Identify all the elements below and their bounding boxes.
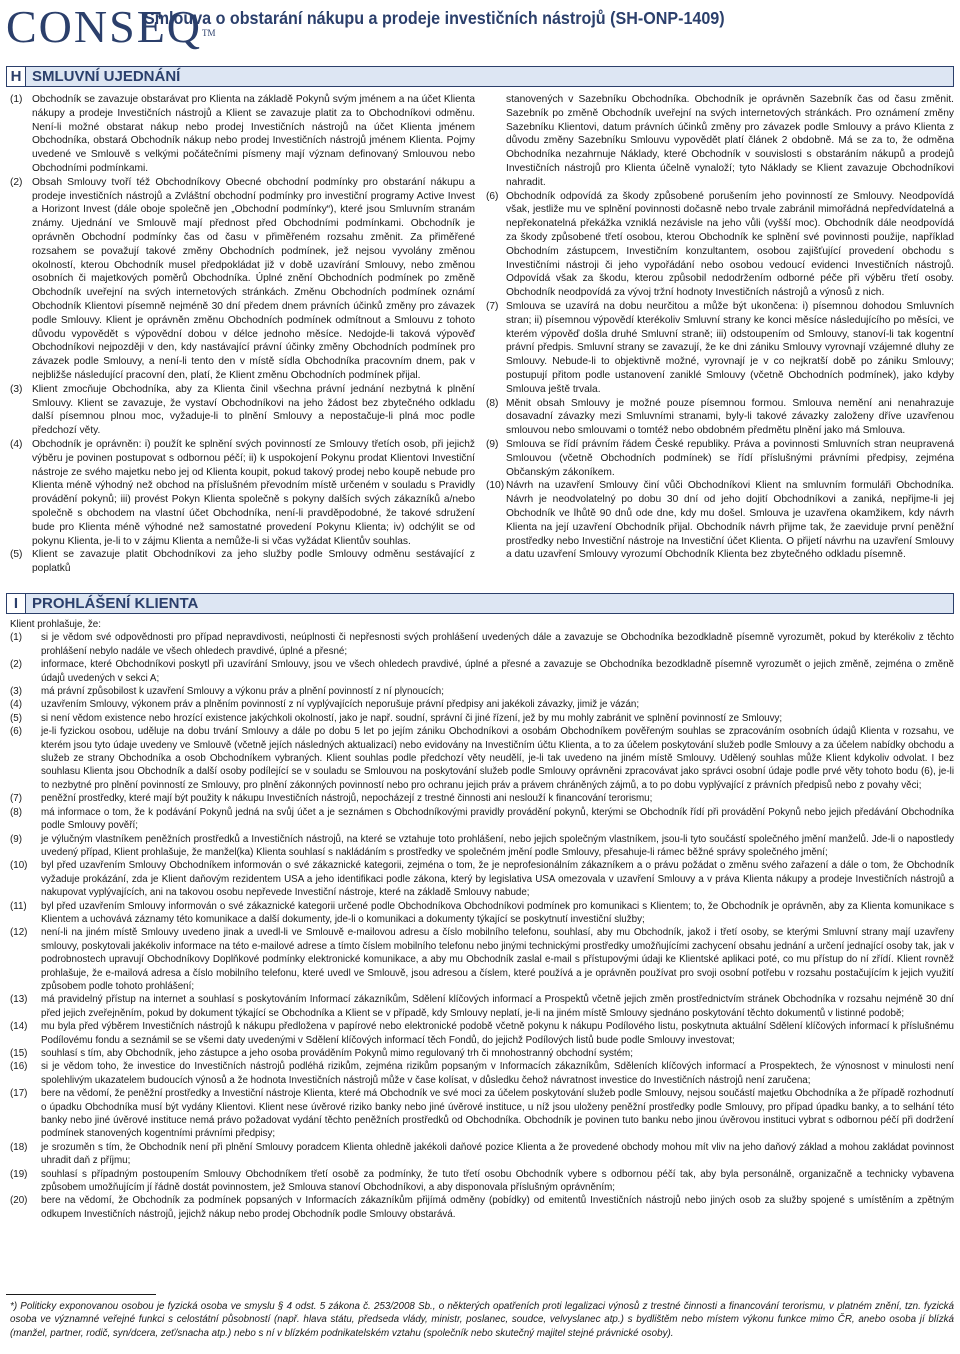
list-item bbox=[486, 438, 954, 479]
section-i-header bbox=[6, 593, 954, 614]
item-text: byl před uzavřením Smlouvy Obchodníkem informován o své zákaznické kategorii, zejména o tom, že je neprofesionálním zákazníkem a o právu požádat o změnu svého zařazení a dále o tom, že Obchodník vyžaduje prokázání, zda je Klient daňovým rezidentem USA a jeho identifikaci podle zákona, který by legislativa USA omezovala v uzavření Smlouvy a v práva Klienta nákupy a prodeje Investičních nástrojů a nakupovat vyplývajících, ani na takovou osobu nepřevede Investiční nástroje, které na základě Smlouvy nabude; bbox=[41, 860, 954, 899]
item-number: (16) bbox=[10, 1061, 28, 1073]
item-text: si není vědom existence nebo hrozící existence jakýchkoli okolností, jako je např. soudní, správní či jiné řízení, jež by mu mohly zabránit ve splnění povinností ze Smlouvy; bbox=[41, 712, 783, 724]
list-item bbox=[10, 1020, 954, 1047]
item-text: Obchodník je oprávněn: i) použít ke splnění svých povinností ze Smlouvy třetích osob, při jejichž výběru je povinen postupovat s odbornou péčí; ii) k uspokojení Pokynu prodat Klientovi Investiční nástroje ze svého majetku nebo jej od Klienta koupit, pokud takový prodej nebo koupě nebude pro Klienta méně výhodný než obchod na příslušném převodním místě určeném v souladu s Pravidly provádění pokynů; iii) provést Pokyn Klienta společně s pokyny dalších svých zákazníků a/nebo společně s obchodem na vlastní účet Obchodníka, není-li pravděpodobné, že takové sdružení bude pro Klienta méně výhodné než samostatné provedení Pokynu Klienta; iv) odchýlit se od pokynu Klienta, je-li to v zájmu Klienta a nemůže-li si včas vyžádat Klientův souhlas. bbox=[32, 438, 475, 547]
logo-text: CONSEQ bbox=[6, 1, 203, 52]
item-number: (5) bbox=[10, 549, 23, 561]
item-text: je srozuměn s tím, že Obchodník není při plnění Smlouvy poradcem Klienta ohledně jakékoli daňové pozice Klienta a že provedené obchody mohou mít vliv na jeho daňový základ a mohou zakládat povinnost uhradit daň z příjmu; bbox=[41, 1141, 954, 1167]
item-text: Klient zmocňuje Obchodníka, aby za Klienta činil všechna právní jednání nezbytná k plnění Smlouvy. Klient se zavazuje, že vystaví Obchodníkovi na jeho žádost bez zbytečného odkladu další písemnou plnou moc, vyžaduje-li to plnění Smlouvy a nepostačuje-li plná moc podle předchozí věty. bbox=[32, 383, 475, 437]
section-h-left-column bbox=[10, 93, 475, 576]
item-number: (14) bbox=[10, 1021, 28, 1033]
item-text: Měnit obsah Smlouvy je možné pouze písemnou formou. Smlouva nemění ani nenahrazuje dosavadní závazky mezi Smluvními stranami, byly-li takové závazky založeny dříve uzavřenou smlouvou nebo smlouvami o tomtéž nebo obdobném předmětu plnění jako má Smlouva. bbox=[506, 397, 954, 437]
list-item bbox=[10, 176, 475, 383]
item-number: (9) bbox=[486, 438, 499, 450]
item-text: není-li na jiném místě Smlouvy uvedeno jinak a uvedl-li ve Smlouvě e-mailovou adresu a číslo mobilního telefonu, souhlasí, aby mu Obchodník, jakož i třetí osoby, se kterými Smluvní strany mají uzavřeny smlouvy, poskytovali jakékoliv informace na této e-mailové adrese a tímto číslem mobilního telefonu nebo jinými technickými prostředky umožňujícími zachycení obsahu jednání a určení jednající osoby tak, jak v podrobnostech upravují Obchodníkovy Doplňkové podmínky elektronické komunikace, a aby mu Obchodník zaslal e-mail s přístupovými údaji ke Klientské aplikaci poté, co mu přístup do ní zřídí. Klient rovněž prohlašuje, že e-mailová adresa a číslo mobilního telefonu, které uvedl ve Smlouvě, jsou adresou a číslem, které používá a je oprávněn používat pro svoji osobní potřebu v rozsahu postačujícím k jejich využití způsobem podle tohoto prohlášení; bbox=[41, 927, 954, 992]
item-text: Návrh na uzavření Smlouvy činí vůči Obchodníkovi Klient na smluvním formuláři Obchodníka. Návrh je neodvolatelný po dobu 30 dní od jeho dojití Obchodníkovi a zaniká, nepřijme-li jej Obchodník ve lhůtě 90 dnů ode dne, kdy mu došel. Smlouva je uzavřena okamžikem, kdy návrh Klienta na její uzavření Obchodník přijal. Obchodník návrh přijme tak, že zaeviduje první peněžní prostředky nebo Investiční nástroje na Investiční účet Klienta. O přijetí návrhu na uzavření Smlouvy a datu uzavření Smlouvy vyrozumí Obchodník Klienta bez zbytečného odkladu písemně. bbox=[506, 480, 954, 561]
list-item bbox=[10, 383, 475, 438]
item-text: mu byla před výběrem Investičních nástrojů k nákupu předložena v papírové nebo elektronické podobě včetně pokynu k nákupu Podílového listu, poskytnuta aktuální Sdělení klíčových informací k příslušnému Podílovému fondu a seznámil se se všemi daty uvedenými v Sdělení klíčových informací těch Fondů, do jejichž Podílových listů bude podle Smlouvy investovat; bbox=[41, 1021, 954, 1046]
item-text: informace, které Obchodníkovi poskytl při uzavírání Smlouvy, jsou ve všech ohledech pravdivé, úplné a přesné a zavazuje se Obchodníka bezodkladně písemně vyrozumět o jejich změně, zejména o změně údajů uvedených v sekci A; bbox=[41, 659, 954, 684]
list-item bbox=[486, 397, 954, 438]
section-h-right-column bbox=[486, 93, 954, 562]
list-item bbox=[10, 1060, 954, 1087]
list-item bbox=[10, 725, 954, 792]
item-number: (2) bbox=[10, 659, 22, 671]
item-text: peněžní prostředky, které mají být použity k nákupu Investičních nástrojů, nepocházejí z trestné činnosti ani neslouží k financování terorismu; bbox=[41, 793, 653, 805]
list-item bbox=[10, 438, 475, 548]
list-item bbox=[486, 93, 954, 190]
item-text: Klient se zavazuje platit Obchodníkovi za jeho služby podle Smlouvy odměnu sestávající z poplatků bbox=[32, 549, 475, 575]
item-text: souhlasí s případným postoupením Smlouvy Obchodníkem třetí osobě za podmínky, že tuto třetí osobu Obchodník vybere s odbornou péčí tak, aby byla personálně, organizačně a technicky vybavena způsobem umožňujícím jí řádně dostát povinnostem, jež Smlouva stanoví Obchodníkovi, a aby disponovala příslušným oprávněním; bbox=[41, 1168, 954, 1194]
item-text: má právní způsobilost k uzavření Smlouvy a výkonu práv a plnění povinností z ní plynoucích; bbox=[41, 686, 444, 698]
item-number: (7) bbox=[486, 300, 499, 312]
item-text: Obsah Smlouvy tvoří též Obchodníkovy Obecné obchodní podmínky pro obstarání nákupu a prodeje investičních nástrojů a Zvláštní obchodní podmínky pro investiční programy Active Invest a Horizont Invest (dále oboje společně jen „Obchodní podmínky“), které jsou Smluvním stranám známy. Ujednání ve Smlouvě mají přednost před Obchodními podmínkami. Obchodník je oprávněn Obchodní podmínky čas od času v přiměřeném rozsahu změnit. Za přiměřené rozsahem se považují takové změny Obchodních podmínek, jež nejsou vyvolány změnou okolností, kterou Obchodník musel předpokládat již v době uzavírání Smlouvy, nebo změnou osobních či majetkových poměrů Obchodníka. Úplné znění Obchodních podmínek po změně Obchodník uveřejní na svých internetových stránkách. Změnu Obchodních podmínek oznámí Obchodník Klientovi písemně nejméně 30 dní předem dnem právních účinků změny pro závazek podle Smlouvy. Klient je oprávněn změnu Obchodních podmínek odmítnout a Smlouvu z tohoto důvodu vypovědět s výpovědní dobou v délce jednoho měsíce. Nedojde-li taková výpověď Obchodníkovi nejpozději v den, kdy nastávající právní účinky změny Obchodních podmínek pro závazek podle Smlouvy, a není-li tento den v místě sídla Obchodníka pracovním dnem, pak v nejbližše následující pracovní den, platí, že Klient změnu Obchodních podmínek přijal. bbox=[32, 176, 475, 381]
item-text: souhlasí s tím, aby Obchodník, jeho zástupce a jeho osoba prováděním Pokynů mimo regulovaný trh či mnohostranný obchodní systém; bbox=[41, 1048, 633, 1059]
list-item bbox=[486, 479, 954, 562]
section-i-list bbox=[10, 618, 954, 1221]
item-text: má informace o tom, že k podávání Pokynů jedná na svůj účet a je seznámen s Obchodníkovými pravidly provádění pokynů, kterými se Obchodník řídí při provádění Pokynů nebo jejich předávání Obchodníka podle Smlouvy pověří; bbox=[41, 806, 954, 832]
item-number: (3) bbox=[10, 686, 22, 698]
item-text: uzavřením Smlouvy, výkonem práv a plněním povinností z ní vyplývajících neporušuje právní předpisy ani jakékoli závazky, jimiž je vázán; bbox=[41, 699, 640, 711]
list-item bbox=[10, 1087, 954, 1141]
item-number: (6) bbox=[486, 190, 499, 202]
list-item bbox=[10, 993, 954, 1020]
item-text: bere na vědomí, že Obchodník za podmínek popsaných v Informacích zákazníkům přijímá odměny (pobídky) od emitentů Investičních nástrojů nebo jiných osob za služby spojené s umístěním a zpětným odkupem Investičních nástrojů, jejichž nákup nebo prodej Obchodník podle Smlouvy obstarává. bbox=[41, 1195, 954, 1220]
item-number: (12) bbox=[10, 927, 28, 939]
section-i-title: PROHLÁŠENÍ KLIENTA bbox=[26, 593, 954, 614]
list-item bbox=[10, 685, 954, 698]
item-text: si je vědom své odpovědnosti pro případ nepravdivosti, neúplnosti či nepřesnosti svých prohlášení uvedených dále a zavazuje se Obchodníka bezodkladně písemně vyrozumět, pokud by kterékoliv z těchto prohlášení nebylo nadále ve všech ohledech pravdivé, úplné a přesné; bbox=[41, 632, 954, 657]
item-text: má pravidelný přístup na internet a souhlasí s poskytováním Informací zákazníkům, Sdělení klíčových informací a Prospektů včetně jejich změn prostřednictvím stránek Obchodníka v rozsahu nejméně 30 dní před jejich zveřejněním, pokud by dokument týkající se Obchodníka a Klient se v případě, kdy Smlouvy neplatí, je-li na jiném místě Smlouvy sjednáno poskytování těchto dokumentů v listinné podobě; bbox=[41, 994, 954, 1019]
section-i-lead: Klient prohlašuje, že: bbox=[10, 619, 101, 630]
list-item bbox=[10, 1168, 954, 1195]
item-number: (15) bbox=[10, 1048, 28, 1059]
item-number: (13) bbox=[10, 994, 28, 1006]
section-h-letter: H bbox=[6, 66, 26, 87]
list-item bbox=[10, 698, 954, 711]
item-text: Smlouva se uzavírá na dobu neurčitou a může být ukončena: i) písemnou dohodou Smluvních stran; ii) písemnou výpovědí kterékoliv Smluvní strany ke konci měsíce následujícího po měsíci, ve kterém výpověď došla druhé Smluvní straně; iii) odstoupením od Smlouvy, stanoví-li tak kogentní právní předpis. Smluvní strany se zavazují, že ke dni zániku Smlouvy vyrovnají vzájemné dluhy ze Smlouvy. Nebude-li to objektivně možné, vyrovnají je v co nejkratší době po zániku Smlouvy; postupují přitom podle ustanovení zaniklé Smlouvy (včetně Obchodních podmínek), jako kdyby Smlouva ještě trvala. bbox=[506, 300, 954, 395]
list-item bbox=[10, 833, 954, 860]
item-number: (1) bbox=[10, 94, 23, 105]
list-item bbox=[486, 300, 954, 397]
item-number: (20) bbox=[10, 1195, 28, 1207]
list-item bbox=[10, 859, 954, 899]
item-number: (2) bbox=[10, 176, 23, 188]
item-number: (8) bbox=[486, 397, 499, 409]
item-text: byl před uzavřením Smlouvy informován o své zákaznické kategorii určené podle Obchodníkova Obchodníkovi podmínek pro komunikaci s Klientem; to, že Obchodník je oprávněn, aby za Klienta komunikace s Klientem a uchovává záznamy této komunikace a další dokumenty, jde-li o komunikaci a dokumenty týkající se poskytnutí investiční služby; bbox=[41, 900, 954, 925]
list-item bbox=[10, 900, 954, 927]
list-item bbox=[10, 926, 954, 993]
list-item bbox=[10, 792, 954, 805]
item-number: (4) bbox=[10, 699, 22, 711]
item-number: (10) bbox=[10, 860, 28, 872]
list-item bbox=[10, 548, 475, 576]
item-number: (11) bbox=[10, 900, 27, 912]
footnote-divider bbox=[6, 1294, 156, 1295]
item-text: si je vědom toho, že investice do Investičních nástrojů podléhá rizikům, zejména rizikům popsaným v Informacích zákazníkům, Sděleních klíčových informací a Prospektech, že výnosnost v minulosti není spolehlivým ukazatelem budoucích výnosů a že hodnota Investičních nástrojů může v čase kolísat, v důsledku čehož návratnost investice do Investičních nástrojů není zaručena; bbox=[41, 1061, 954, 1086]
item-text: je-li fyzickou osobou, uděluje na dobu trvání Smlouvy a dále po dobu 5 let po jejím zániku Obchodníkovi a osobám Obchodníkem pověřeným souhlas se zpracováním osobních údajů Klienta v rozsahu, ve kterém jsou tyto údaje uvedeny ve Smlouvě (včetně jejích následných aktualizací) nebo evidovány na Investičním účtu Klienta, a to za účelem poskytování služeb podle Smlouvy a za účelem nabídky obchodu a služeb ze strany Obchodníka a osob Obchodníkem vybraných. Klient souhlas podle předchozí věty neudělí, je-li tak uvedeno na jiném místě Smlouvy. Udělený souhlas může Klient kdykoliv odvolat. I bez souhlasu Klienta jsou Obchodník a další osoby podílející se v souladu se Smlouvou na poskytování služeb podle Smlouvy oprávněni zpracovávat jako správci osobní údaje podle prvé věty tohoto bodu (6), je-li to nezbytné pro plnění povinností ze Smlouvy, pro plnění zákonných povinností nebo pro ochranu jejich práv a právem chráněných zájmů, a to po dobu vyplývající z právních předpisů nebo z povahy věci; bbox=[41, 726, 954, 791]
list-item bbox=[10, 1194, 954, 1221]
list-item bbox=[10, 658, 954, 685]
list-item bbox=[10, 712, 954, 725]
list-item bbox=[10, 806, 954, 833]
item-text: stanovených v Sazebníku Obchodníka. Obchodník je oprávněn Sazebník čas od času změnit. Sazebník po změně Obchodník uveřejní na svých internetových stránkách. Pro oznámení změny Sazebníku Klientovi, datum právních účinků změny pro závazek podle Smlouvy a právo Klienta z důvodu změny Sazebníku Smlouvu vypovědět platí článek 2 obdobně. Má se za to, že odměna Obchodníka nezahrnuje Náklady, které Obchodník v souvislosti s obstaráním nákupů a prodejů Investičních nástrojů pro Klienta účelně vynaloží; tyto Náklady se Klient zavazuje Obchodníkovi nahradit. bbox=[506, 94, 954, 188]
item-number bbox=[486, 93, 506, 190]
item-number: (9) bbox=[10, 833, 22, 845]
section-i-letter: I bbox=[6, 593, 26, 614]
list-item bbox=[486, 190, 954, 300]
footnote: *) Politicky exponovanou osobou je fyzická osoba ve smyslu § 4 odst. 5 zákona č. 253/2008 Sb., o některých opatřeních proti legalizaci výnosů z trestné činnosti a financování terorismu, v platném znění, tzn. fyzická osoba ve významné veřejné funkci s celostátní působností (např. hlava státu, předseda vlády, ministr, poslanec, soudce, velvyslanec atp.) s bydlištěm nebo místem výkonu funkce mimo ČR, anebo osoba jí blízká (manžel, partner, rodič, syn/dcera, zeť/snacha atp.) nebo s ní v blízkém podnikatelském vztahu (společník nebo skutečný majitel stejné právnické osoby). bbox=[10, 1301, 954, 1339]
list-item bbox=[10, 1047, 954, 1060]
item-number: (19) bbox=[10, 1168, 28, 1180]
item-number: (7) bbox=[10, 793, 22, 805]
item-number: (18) bbox=[10, 1141, 28, 1153]
logo-trademark: TM bbox=[202, 28, 216, 38]
list-item bbox=[10, 93, 475, 176]
item-number: (8) bbox=[10, 806, 22, 818]
item-number: (1) bbox=[10, 632, 22, 644]
document-title: Smlouva o obstarání nákupu a prodeje investičních nástrojů (SH-ONP-1409) bbox=[144, 8, 725, 28]
item-number: (17) bbox=[10, 1088, 28, 1100]
item-number: (5) bbox=[10, 712, 22, 724]
item-text: je výlučným vlastníkem peněžních prostředků a Investičních nástrojů, na které se vztahuje toto prohlášení, nebo jejich společným vlastníkem, jsou-li tyto součástí společného jmění manželů. Jde-li o napostledy uvedený případ, Klient prohlašuje, že manžel(ka) Klienta souhlasí s nakládáním s prostředky ve společném jmění podle Smlouvy, přesahuje-li rámec běžné správy společného jmění; bbox=[41, 833, 954, 858]
item-text: bere na vědomí, že peněžní prostředky a Investiční nástroje Klienta, které má Obchodník ve své moci za účelem poskytování služeb podle Smlouvy, nejsou součástí majetku Obchodníka a že případě rozhodnutí o úpadku Obchodníka musí být vydány Klientovi. Klient nese úvěrové riziko banky nebo jiné úvěrové instituce, u níž jsou uloženy peněžní prostředky podle Smlouvy, pro případ úpadku banky, a to selhání této banky nebo jiné úvěrové instituce nemá právo požadovat vydání těchto peněžních prostředků od Obchodníka. Obchodník je povinen tuto banku nebo jinou úvěrovou instituci vybrat s odbornou péčí při dodržení podmínek stanovených kogentními právními předpisy; bbox=[41, 1088, 954, 1140]
item-text: Obchodník odpovídá za škody způsobené porušením jeho povinností ze Smlouvy. Neodpovídá však, jestliže mu ve splnění povinnosti dočasně nebo trvale zabránil mimořádná nepředvídatelná a nepřekonatelná překážka vzniklá nezávisle na jeho vůli (vyšší moc). Obchodník dále neodpovídá za škody způsobené třetí osobou, kterou Obchodník ke splnění své povinnosti použije, například Obchodním zástupcem, Investičním konzultantem, osobou zajišťující provedení obchodu s Investičními nástroji či jeho vypořádání nebo osobou vedoucí evidenci Investičních nástrojů. Odpovídá však za škodu, kterou způsobil nedodržením odborné péče při výběru třetí osoby. Obchodník neodpovídá za vývoj tržní hodnoty Investičních nástrojů a výnosů z nich. bbox=[506, 190, 954, 299]
item-number: (3) bbox=[10, 383, 23, 395]
item-text: Obchodník se zavazuje obstarávat pro Klienta na základě Pokynů svým jménem a na účet Klienta nákupy a prodeje Investičních nástrojů a Klient se zavazuje platit za to Obchodníkovi odměnu. Není-li možné obstarat nákup nebo prodej Investičních nástrojů na účet Klienta jménem Obchodníka, obstará Obchodník nákup nebo prodej Investičních nástrojů jménem Klienta. Pojmy uvedené ve Smlouvě s velkými počátečními písmeny mají význam definovaný Smlouvou nebo Obchodními podmínkami. bbox=[32, 94, 475, 174]
list-item bbox=[10, 1141, 954, 1168]
section-h-title: SMLUVNÍ UJEDNÁNÍ bbox=[26, 66, 954, 87]
item-text: Smlouva se řídí právním řádem České republiky. Práva a povinnosti Smluvních stran neupravená Smlouvou (včetně Obchodních podmínek) se řídí příslušnými právními předpisy, zejména Občanským zákoníkem. bbox=[506, 438, 954, 478]
item-number: (4) bbox=[10, 438, 23, 450]
section-h-header bbox=[6, 66, 954, 87]
list-item bbox=[10, 631, 954, 658]
item-number: (6) bbox=[10, 726, 22, 738]
item-number: (10) bbox=[486, 480, 505, 492]
